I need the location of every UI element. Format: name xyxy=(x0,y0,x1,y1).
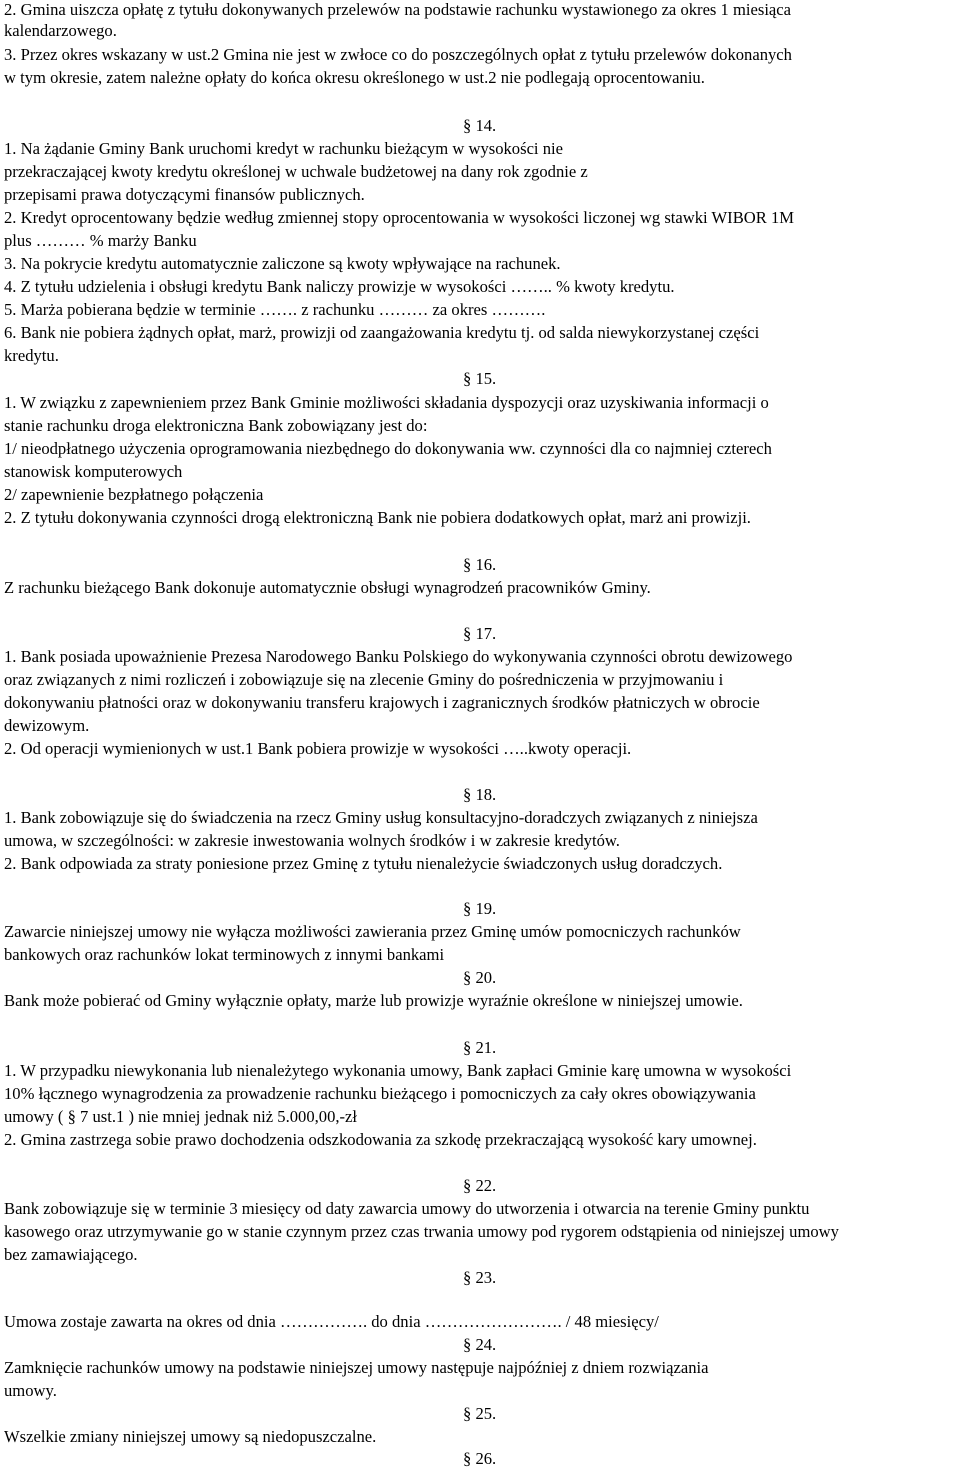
section-heading: § 22. xyxy=(463,1176,497,1195)
section-heading: § 17. xyxy=(463,624,497,643)
text-line: 2. Od operacji wymienionych w ust.1 Bank pobiera prowizje w wysokości …..kwoty operacji. xyxy=(4,739,632,758)
text-line: Bank może pobierać od Gminy wyłącznie opłaty, marże lub prowizje wyraźnie określone w niniejszej umowie. xyxy=(4,991,743,1010)
text-line: przekraczającej kwoty kredytu określonej w uchwale budżetowej na dany rok zgodnie z xyxy=(4,162,588,181)
text-line: kasowego oraz utrzymywanie go w stanie czynnym przez czas trwania umowy pod rygorem odstąpienia od niniejszej umowy xyxy=(4,1222,839,1241)
text-line: 2. Gmina zastrzega sobie prawo dochodzenia odszkodowania za szkodę przekraczającą wysokość kary umownej. xyxy=(4,1130,757,1149)
section-heading: § 20. xyxy=(463,968,497,987)
text-line: 2. Bank odpowiada za straty poniesione przez Gminę z tytułu nienależycie świadczonych usług doradczych. xyxy=(4,854,723,873)
text-line: Umowa zostaje zawarta na okres od dnia ……………. do dnia ……………………. / 48 miesięcy/ xyxy=(4,1312,659,1331)
text-line: Z rachunku bieżącego Bank dokonuje automatycznie obsługi wynagrodzeń pracowników Gminy. xyxy=(4,578,651,597)
text-line: stanowisk komputerowych xyxy=(4,462,183,481)
text-line: plus ……… % marży Banku xyxy=(4,231,197,250)
text-line: 6. Bank nie pobiera żądnych opłat, marż, prowizji od zaangażowania kredytu tj. od salda niewykorzystanej części xyxy=(4,323,760,342)
text-line: Bank zobowiązuje się w terminie 3 miesięcy od daty zawarcia umowy do utworzenia i otwarcia na terenie Gminy punktu xyxy=(4,1199,810,1218)
section-heading: § 14. xyxy=(463,116,497,135)
text-line: 1. W związku z zapewnieniem przez Bank Gminie możliwości składania dyspozycji oraz uzyskiwania informacji o xyxy=(4,393,769,412)
text-line: 1. Bank zobowiązuje się do świadczenia na rzecz Gminy usług konsultacyjno-doradczych związanych z niniejsza xyxy=(4,808,758,827)
text-line: umowa, w szczególności: w zakresie inwestowania wolnych środków i w zakresie kredytów. xyxy=(4,831,620,850)
text-line: 3. Przez okres wskazany w ust.2 Gmina nie jest w zwłoce co do poszczególnych opłat z tytułu przelewów dokonanych xyxy=(4,45,792,64)
text-line: dewizowym. xyxy=(4,716,90,735)
text-line: bankowych oraz rachunków lokat terminowych z innymi bankami xyxy=(4,945,445,964)
text-line: bez zamawiającego. xyxy=(4,1245,138,1264)
text-line: 1. W przypadku niewykonania lub nienależytego wykonania umowy, Bank zapłaci Gminie karę umowna w wysokości xyxy=(4,1061,792,1080)
text-line: kalendarzowego. xyxy=(4,21,117,40)
text-line: oraz związanych z nimi rozliczeń i zobowiązuje się na zlecenie Gminy do pośredniczenia w przyjmowaniu i xyxy=(4,670,724,689)
text-line: 4. Z tytułu udzielenia i obsługi kredytu Bank naliczy prowizje w wysokości …….. % kwoty kredytu. xyxy=(4,277,675,296)
text-line: dokonywaniu płatności oraz w dokonywaniu transferu krajowych i zagranicznych środków płatniczych w obrocie xyxy=(4,693,760,712)
text-line: 1. Bank posiada upoważnienie Prezesa Narodowego Banku Polskiego do wykonywania czynności obrotu dewizowego xyxy=(4,647,793,666)
text-line: w tym okresie, zatem należne opłaty do końca okresu określonego w ust.2 nie podlegają oprocentowaniu. xyxy=(4,68,705,87)
text-line: 1. Na żądanie Gminy Bank uruchomi kredyt w rachunku bieżącym w wysokości nie xyxy=(4,139,563,158)
text-line: przepisami prawa dotyczącymi finansów publicznych. xyxy=(4,185,365,204)
section-heading: § 15. xyxy=(463,369,497,388)
section-heading: § 26. xyxy=(463,1449,497,1468)
text-line: 10% łącznego wynagrodzenia za prowadzenie rachunku bieżącego i pomocniczych za cały okres obowiązywania xyxy=(4,1084,756,1103)
section-heading: § 23. xyxy=(463,1268,497,1287)
text-line: Zawarcie niniejszej umowy nie wyłącza możliwości zawierania przez Gminę umów pomocniczych rachunków xyxy=(4,922,741,941)
section-heading: § 16. xyxy=(463,555,497,574)
text-line: umowy ( § 7 ust.1 ) nie mniej jednak niż 5.000,00,-zł xyxy=(4,1107,358,1126)
text-line: 3. Na pokrycie kredytu automatycznie zaliczone są kwoty wpływające na rachunek. xyxy=(4,254,561,273)
text-line: Zamknięcie rachunków umowy na podstawie niniejszej umowy następuje najpóźniej z dniem rozwiązania xyxy=(4,1358,709,1377)
text-line: umowy. xyxy=(4,1381,57,1400)
section-heading: § 19. xyxy=(463,899,497,918)
section-heading: § 25. xyxy=(463,1404,497,1423)
text-line: 2/ zapewnienie bezpłatnego połączenia xyxy=(4,485,264,504)
text-line: 2. Kredyt oprocentowany będzie według zmiennej stopy oprocentowania w wysokości liczonej wg stawki WIBOR 1M xyxy=(4,208,795,227)
text-line: kredytu. xyxy=(4,346,59,365)
text-line: 1/ nieodpłatnego użyczenia oprogramowania niezbędnego do dokonywania ww. czynności dla co najmniej czterech xyxy=(4,439,772,458)
text-line: 2. Gmina uiszcza opłatę z tytułu dokonywanych przelewów na podstawie rachunku wystawionego za okres 1 miesiąca xyxy=(4,0,792,19)
text-line: 2. Z tytułu dokonywania czynności drogą elektroniczną Bank nie pobiera dodatkowych opłat, marż ani prowizji. xyxy=(4,508,751,527)
text-line: Wszelkie zmiany niniejszej umowy są niedopuszczalne. xyxy=(4,1427,377,1446)
section-heading: § 18. xyxy=(463,785,497,804)
section-heading: § 24. xyxy=(463,1335,497,1354)
text-line: 5. Marża pobierana będzie w terminie ……. z rachunku ……… za okres ………. xyxy=(4,300,546,319)
text-line: stanie rachunku droga elektroniczna Bank zobowiązany jest do: xyxy=(4,416,428,435)
section-heading: § 21. xyxy=(463,1038,497,1057)
